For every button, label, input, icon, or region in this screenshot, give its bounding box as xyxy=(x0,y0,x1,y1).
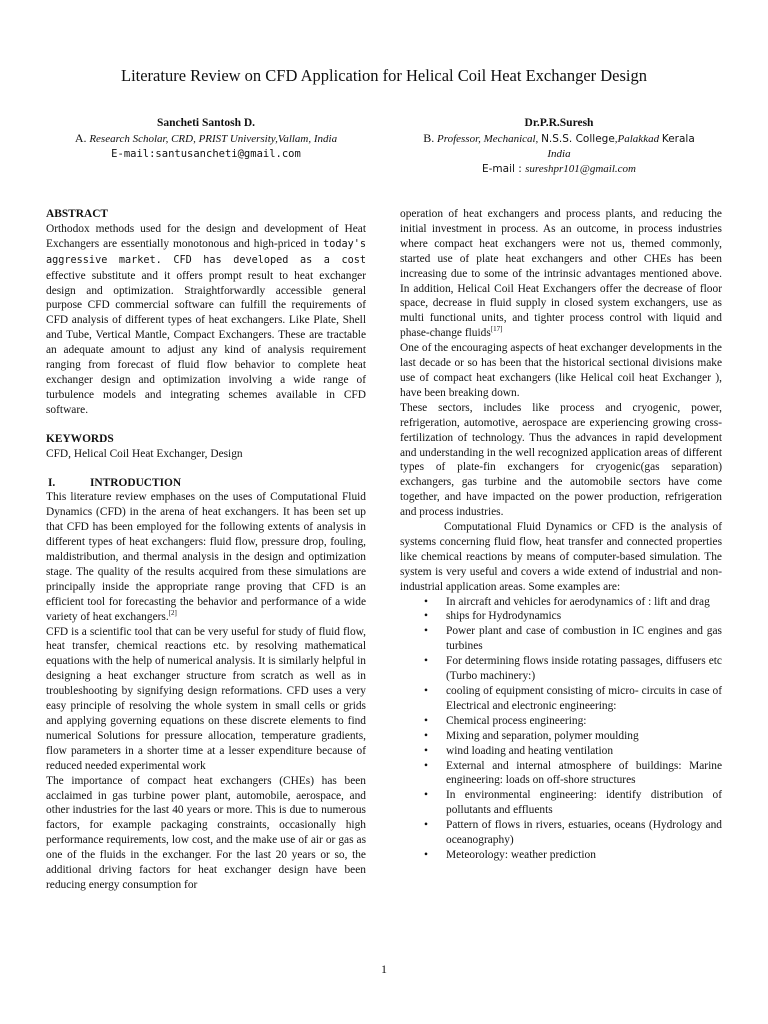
citation-ref: [17] xyxy=(490,325,503,334)
bullet-icon: • xyxy=(424,714,428,727)
affiliation-letter: B. xyxy=(423,131,435,145)
bullet-icon: • xyxy=(424,655,428,668)
right-column xyxy=(400,207,722,863)
bullet-icon: • xyxy=(424,610,428,623)
intro-paragraph-3: The importance of compact heat exchangers (CHEs) has been acclaimed in gas turbine power plant, automobile, aerospace, and other industries for the last 40 years or more. This is due to numerous factors, for example packaging constraints, occasionally high performance requirements, low cost, and the make use of air or gas as one of the fluids in the exchanger. For the last 20 years or so, the additional driving factors for heat exchanger design have been reducing energy consumption for xyxy=(46,774,366,891)
affiliation-state: Kerala xyxy=(661,133,695,145)
right-paragraph-3: These sectors, includes like process and cryogenic, power, refrigeration, automotive, aerospace are experiencing growing cross- fertilization of technology. Thus the advances in rapid development and understanding in the well recognized application areas of different types of plate-fin exchangers for cryogenic(gas separation) exchangers, gas turbine and the automobile sectors have come together, and have impacted on the power production, refrigeration and process industries. xyxy=(400,401,722,519)
right-paragraph-1 xyxy=(400,207,722,341)
section-number: I. xyxy=(48,476,56,489)
bullet-icon: • xyxy=(424,744,428,757)
list-item xyxy=(400,624,722,654)
list-item xyxy=(400,818,722,848)
list-item xyxy=(400,684,722,714)
list-item xyxy=(400,729,722,744)
author-affiliation xyxy=(40,131,372,147)
list-item xyxy=(400,759,722,789)
application-list xyxy=(400,595,722,863)
bullet-icon: • xyxy=(424,819,428,832)
page-number: 1 xyxy=(381,962,387,976)
list-item-text: Meteorology: weather prediction xyxy=(446,848,596,861)
author-email xyxy=(386,162,732,177)
list-item-text: For determining flows inside rotating passages, diffusers etc (Turbo machinery:) xyxy=(446,655,722,683)
author-affiliation xyxy=(386,131,732,147)
abstract-heading: ABSTRACT xyxy=(46,208,109,220)
list-item xyxy=(400,848,722,863)
bullet-icon: • xyxy=(424,685,428,697)
list-item xyxy=(400,609,722,624)
list-item-text: Mixing and separation, polymer moulding xyxy=(446,729,639,742)
list-item xyxy=(400,654,722,684)
citation-ref: [2] xyxy=(168,608,177,617)
abstract-text-a: Orthodox methods used for the design and development of Heat Exchangers are essentially monotonous and high-priced in xyxy=(46,222,366,250)
list-item xyxy=(400,744,722,759)
author-name: Sancheti Santosh D. xyxy=(156,117,256,129)
keywords-heading: KEYWORDS xyxy=(46,432,114,445)
bullet-icon: • xyxy=(424,789,428,802)
abstract-text-mono: today's aggressive market. CFD has developed as a cost xyxy=(46,238,366,266)
right-paragraph-4: Computational Fluid Dynamics or CFD is the analysis of systems concerning fluid flow, heat transfer and connected properties like chemical reactions by means of computer-based simulation. The system is very useful and covers a wide extend of industrial and non-industrial application areas. Some examples are: xyxy=(400,521,722,593)
author-block-2 xyxy=(386,116,732,177)
list-item xyxy=(400,595,722,610)
abstract-text xyxy=(46,222,366,418)
section-heading-introduction xyxy=(46,476,366,491)
bullet-icon: • xyxy=(424,595,428,608)
list-item-text: cooling of equipment consisting of micro- circuits in case of Electrical and electronic engineering: xyxy=(446,685,722,712)
bullet-icon: • xyxy=(424,729,428,742)
list-item-text: External and internal atmosphere of buildings: Marine engineering: loads on off-shore structures xyxy=(446,759,722,787)
bullet-icon: • xyxy=(424,759,428,772)
section-title: INTRODUCTION xyxy=(90,476,182,489)
list-item-text: ships for Hydrodynamics xyxy=(446,610,562,623)
intro-paragraph-2: CFD is a scientific tool that can be very useful for study of fluid flow, heat transfer, chemical reactions etc. by resolving mathematical equations with the help of numerical analysis. It is similarly helpful in designing a heat exchanger structure from scratch as well as in troubleshooting by signifying design reformations. CFD uses a very easy principle of resolving the whole system in small cells or grids and applying governing equations on these discrete elements to find numerical Solutions for pressure allocation, temperature gradients, flow parameters in a shorter time at a lesser expenditure because of reduced needed experimental work xyxy=(46,625,366,772)
list-item xyxy=(400,788,722,818)
author-block-1 xyxy=(40,116,372,162)
keywords-text: CFD, Helical Coil Heat Exchanger, Design xyxy=(46,447,243,460)
intro-paragraph-1 xyxy=(46,490,366,624)
affiliation-city: ,Palakkad xyxy=(614,133,662,145)
right-paragraph-2: One of the encouraging aspects of heat exchanger developments in the last decade or so has been that the historical sectional divisions make use of compact heat exchangers (like Helical coil heat Exchanger ), have been breaking down. xyxy=(400,342,722,399)
right-p1-text: operation of heat exchangers and process plants, and reducing the initial investment in process. As an outcome, in process industries where compact heat exchangers were not us, themed commonly, started use of plate heat exchangers and other CHEs has been increasing due to some of the intrinsic advantages mentioned above. In addition, Helical Coil Heat Exchangers offer the decrease of floor space, decrease in fluid supply in closed system exchangers, use as multi functional units, and tighter process control with liquid and phase-change fluids xyxy=(400,208,722,340)
list-item-text: In environmental engineering: identify distribution of pollutants and effluents xyxy=(446,789,722,817)
list-item-text: Power plant and case of combustion in IC engines and gas turbines xyxy=(446,625,722,653)
affiliation-college: N.S.S. College xyxy=(541,133,615,145)
email-address: sureshpr101@gmail.com xyxy=(525,163,636,175)
bullet-icon: • xyxy=(424,848,428,861)
author-email: E-mail:santusancheti@gmail.com xyxy=(111,148,301,160)
email-label: E-mail : xyxy=(482,163,526,175)
paper-title: Literature Review on CFD Application for Helical Coil Heat Exchanger Design xyxy=(120,66,648,85)
abstract-text-b: effective substitute and it offers prompt result to heat exchanger design and optimization. Straightforwardly accessible general purpose CFD commercial software can fulfill the requirements of CFD analysis of different types of heat exchangers. Like Plate, Shell and Tube, Vertical Mantle, Compact Exchangers. These are tractable an adequate amount to adjust any kind of analysis requirement ranging from forecast of fluid flow behavior to complete heat exchanger design and optimization involving a wide range of turbulence models and integrating schemes available in CFD software. xyxy=(46,269,366,416)
bullet-icon: • xyxy=(424,625,428,638)
intro-p1-text: This literature review emphases on the uses of Computational Fluid Dynamics (CFD) in the arena of heat exchangers. It has been set up that CFD has been employed for the following extents of analysis in different types of heat exchangers: fluid flow, pressure drop, fouling, maldistribution, and thermal analysis in the design and optimization stage. The quality of the results acquired from these simulations are principally inside the appropriate range proving that CFD is an efficient tool for forecasting the behavior and performance of a wide variety of heat exchangers. xyxy=(46,491,366,623)
list-item-text: Chemical process engineering: xyxy=(446,714,587,727)
list-item xyxy=(400,714,722,729)
affiliation-text: Professor, Mechanical, xyxy=(436,133,542,145)
list-item-text: wind loading and heating ventilation xyxy=(446,744,614,757)
affiliation-country: India xyxy=(547,148,571,160)
affiliation-letter: A. xyxy=(74,131,87,145)
left-column xyxy=(46,207,366,893)
affiliation-text: Research Scholar, CRD, PRIST University,Vallam, India xyxy=(89,133,338,145)
author-name: Dr.P.R.Suresh xyxy=(524,117,594,129)
list-item-text: In aircraft and vehicles for aerodynamics of : lift and drag xyxy=(446,595,710,608)
list-item-text: Pattern of flows in rivers, estuaries, oceans (Hydrology and oceanography) xyxy=(446,819,722,847)
